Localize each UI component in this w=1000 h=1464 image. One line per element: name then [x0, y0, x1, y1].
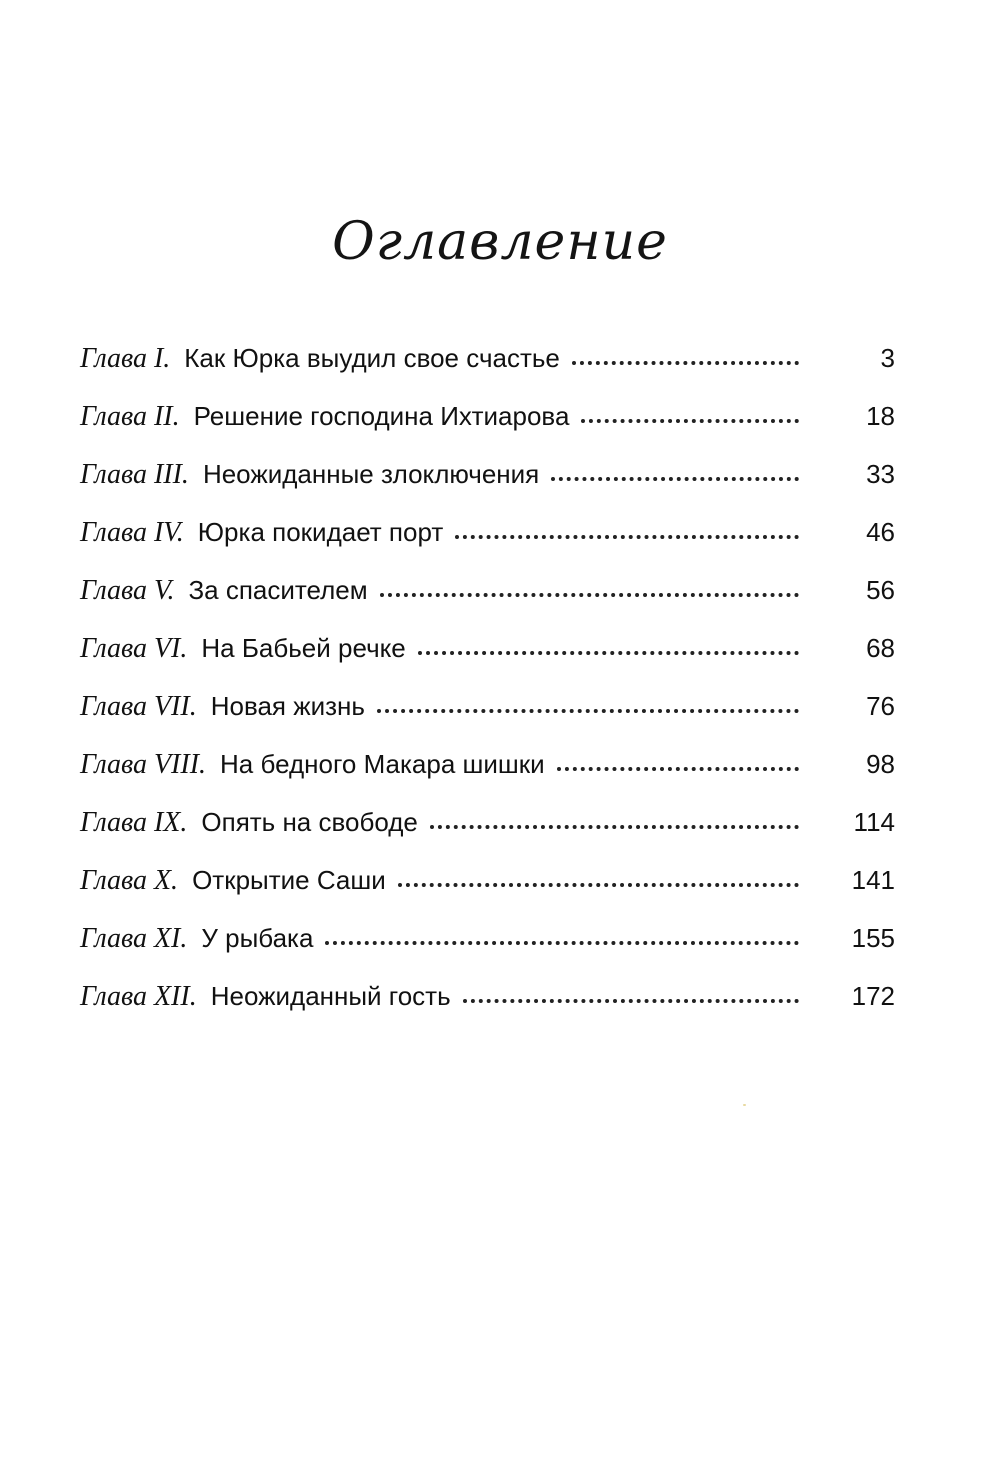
page-number: 33: [866, 459, 895, 489]
chapter-title: Опять на свободе: [201, 807, 418, 837]
page-number: 68: [866, 633, 895, 663]
chapter-title: На Бабьей речке: [201, 633, 406, 663]
dot-leader: [557, 761, 799, 771]
table-of-contents: [80, 338, 895, 1034]
dot-leader: [551, 471, 799, 481]
dot-leader: [418, 645, 799, 655]
toc-entry[interactable]: [80, 686, 895, 744]
dot-leader: [572, 355, 799, 365]
page-number: 3: [880, 343, 895, 373]
toc-entry[interactable]: [80, 570, 895, 628]
dot-leader: [430, 819, 799, 829]
dot-leader: [380, 587, 799, 597]
chapter-label: Глава VI.: [80, 633, 188, 664]
chapter-label: Глава XII.: [80, 981, 197, 1012]
dot-leader: [325, 935, 799, 945]
toc-entry[interactable]: [80, 918, 895, 976]
chapter-title: У рыбака: [201, 923, 314, 953]
page-number: 46: [866, 517, 895, 547]
page-number: 155: [851, 923, 895, 953]
chapter-label: Глава IV.: [80, 517, 184, 548]
chapter-label: Глава III.: [80, 459, 189, 490]
page-number: 172: [851, 981, 895, 1011]
chapter-label: Глава XI.: [80, 923, 188, 954]
dot-leader: [463, 993, 799, 1003]
page-number: 56: [866, 575, 895, 605]
chapter-label: Глава VIII.: [80, 749, 207, 780]
chapter-title: Открытие Саши: [192, 865, 386, 895]
chapter-title: Неожиданные злоключения: [202, 459, 540, 489]
chapter-title: Юрка покидает порт: [197, 517, 444, 547]
dot-leader: [377, 703, 799, 713]
page-number: 18: [866, 401, 895, 431]
chapter-title: Новая жизнь: [210, 691, 365, 721]
toc-entry[interactable]: [80, 976, 895, 1034]
dot-leader: [455, 529, 799, 539]
dot-leader: [581, 413, 799, 423]
chapter-label: Глава IX.: [80, 807, 188, 838]
toc-entry[interactable]: [80, 628, 895, 686]
dot-leader: [398, 877, 799, 887]
page-title: Оглавление: [332, 212, 668, 272]
page-number: 114: [853, 807, 895, 837]
chapter-title: Как Юрка выудил свое счастье: [184, 343, 560, 373]
paper-speck: [743, 1104, 746, 1106]
chapter-title: Решение господина Ихтиарова: [193, 401, 570, 431]
toc-entry[interactable]: [80, 396, 895, 454]
chapter-title: Неожиданный гость: [210, 981, 451, 1011]
chapter-label: Глава V.: [80, 575, 175, 606]
chapter-title: На бедного Макара шишки: [220, 749, 545, 779]
page-number: 98: [866, 749, 895, 779]
chapter-label: Глава II.: [80, 401, 180, 432]
chapter-title: За спасителем: [188, 575, 368, 605]
toc-entry[interactable]: [80, 454, 895, 512]
toc-entry[interactable]: [80, 338, 895, 396]
page-number: 76: [866, 691, 895, 721]
chapter-label: Глава I.: [80, 343, 171, 374]
toc-entry[interactable]: [80, 802, 895, 860]
chapter-label: Глава VII.: [80, 691, 197, 722]
chapter-label: Глава X.: [80, 865, 179, 896]
toc-entry[interactable]: [80, 860, 895, 918]
toc-entry[interactable]: [80, 512, 895, 570]
toc-entry[interactable]: [80, 744, 895, 802]
page-number: 141: [851, 865, 895, 895]
